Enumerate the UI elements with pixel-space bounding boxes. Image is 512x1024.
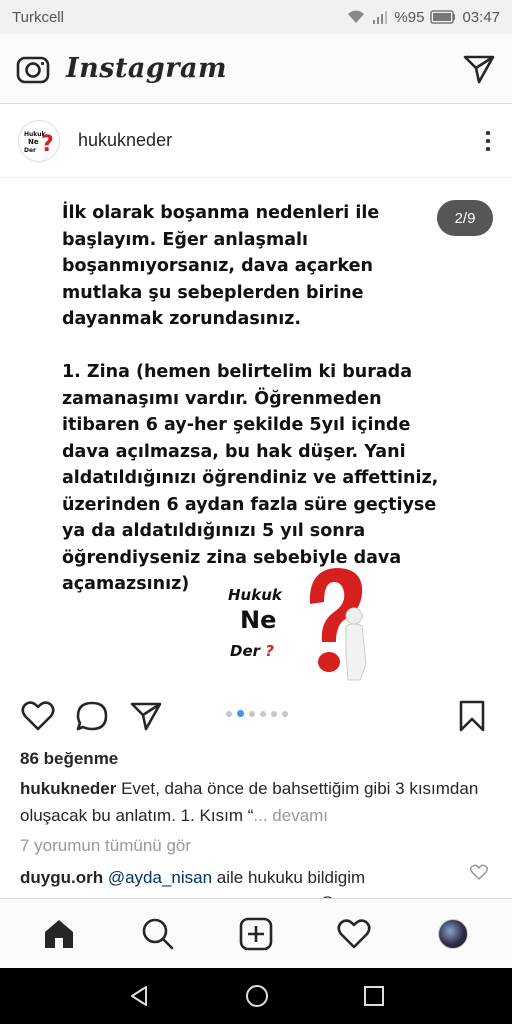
post-image-text: İlk olarak boşanma nedenleri ile başlayım. Eğer anlaşmalı boşanmıyorsanız, dava açarken mutlaka şu sebeplerden birine dayanmak zorundasınız. 1. Zina (hemen belirtelim ki burada zamanaşımı vardır. Öğrenmeden itibaren 6 ay-her şekilde 5yıl içinde dava açılmazsa, bu hak düşer. Yani aldatıldığınızı öğrendiniz ve affettiniz, üzerinden 6 aydan fazla süre geçtiyse ya da aldatıldığınızı 5 yıl sonra öğrendiyseniz zina sebebiyle dava açamazsınız) xyxy=(62,203,439,594)
comment-username[interactable]: duygu.orh xyxy=(20,868,104,887)
comment-text: aile hukuku bildigim xyxy=(216,868,366,887)
avatar-logo-icon xyxy=(19,121,59,161)
logo-line-hukuk: Hukuk xyxy=(228,586,282,604)
heart-outline-icon xyxy=(21,700,55,732)
post-caption xyxy=(20,775,490,829)
profile-avatar xyxy=(438,919,468,949)
logo-line-der xyxy=(230,642,274,660)
avatar[interactable] xyxy=(18,120,60,162)
search-icon xyxy=(141,917,175,951)
post-username[interactable]: hukukneder xyxy=(78,130,173,150)
add-post-icon xyxy=(239,917,273,951)
bottom-navigation xyxy=(0,898,512,968)
nav-add-post[interactable] xyxy=(226,904,286,964)
view-all-comments-link[interactable]: 7 yorumun tümünü gör xyxy=(20,836,192,855)
comment-preview xyxy=(20,864,460,898)
battery-icon xyxy=(430,10,456,24)
comment-mention[interactable]: @ayda_nisan xyxy=(107,868,213,887)
avatar-line-2: Ne xyxy=(28,137,39,146)
carousel-page-badge: 2/9 xyxy=(437,200,493,236)
camera-icon[interactable] xyxy=(16,54,50,84)
post-action-bar xyxy=(0,690,512,742)
nav-activity[interactable] xyxy=(324,904,384,964)
avatar-qmark: ? xyxy=(41,131,54,157)
more-options-icon[interactable] xyxy=(482,125,494,157)
avatar-line-3: Der xyxy=(24,146,37,154)
status-bar xyxy=(0,0,512,34)
question-mark-figure-icon xyxy=(300,564,372,682)
app-header xyxy=(0,34,512,104)
back-icon[interactable] xyxy=(127,984,151,1008)
recents-icon[interactable] xyxy=(363,985,385,1007)
carousel-dot xyxy=(271,711,277,717)
paper-plane-icon[interactable] xyxy=(462,53,496,85)
carrier-label: Turkcell xyxy=(12,8,64,26)
caption-text: Evet, daha önce de bahsettiğim gibi 3 kısımdan oluşacak bu anlatım. 1. Kısım “ xyxy=(20,779,479,825)
caption-more-link[interactable]: ... devamı xyxy=(253,806,329,825)
heart-icon xyxy=(337,918,371,950)
share-button[interactable] xyxy=(126,696,166,736)
comment-bubble-icon xyxy=(75,700,109,732)
clock: 03:47 xyxy=(462,8,500,26)
likes-count[interactable]: 86 beğenme xyxy=(20,749,119,768)
nav-search[interactable] xyxy=(128,904,188,964)
nav-profile[interactable] xyxy=(423,904,483,964)
carousel-dot xyxy=(260,711,266,717)
logo-line-ne: Ne xyxy=(240,606,277,634)
caption-username[interactable]: hukukneder xyxy=(20,779,117,798)
bookmark-icon xyxy=(458,699,486,733)
home-circle-icon[interactable] xyxy=(244,983,270,1009)
comment-like-icon[interactable] xyxy=(470,864,488,880)
post-image[interactable] xyxy=(0,178,512,690)
wifi-icon xyxy=(346,9,366,25)
status-right xyxy=(346,9,500,26)
app-title: Instagram xyxy=(66,53,228,84)
avatar-line-1: Hukuk xyxy=(24,130,46,138)
signal-icon xyxy=(372,10,388,24)
nav-home[interactable] xyxy=(29,904,89,964)
carousel-dot xyxy=(282,711,288,717)
system-navigation-bar xyxy=(0,968,512,1024)
paper-plane-icon xyxy=(129,700,163,732)
post-header xyxy=(0,104,512,178)
carousel-dots xyxy=(226,710,288,717)
carousel-dot xyxy=(249,711,255,717)
carousel-dot-active xyxy=(237,710,244,717)
hukuk-ne-der-logo xyxy=(222,564,372,682)
carousel-dot xyxy=(226,711,232,717)
comment-button[interactable] xyxy=(72,696,112,736)
home-icon xyxy=(42,918,76,950)
battery-percent: %95 xyxy=(394,8,425,26)
logo-small-qmark: ? xyxy=(265,642,274,660)
like-button[interactable] xyxy=(18,696,58,736)
save-button[interactable] xyxy=(452,696,492,736)
logo-der-text: Der xyxy=(230,642,261,660)
